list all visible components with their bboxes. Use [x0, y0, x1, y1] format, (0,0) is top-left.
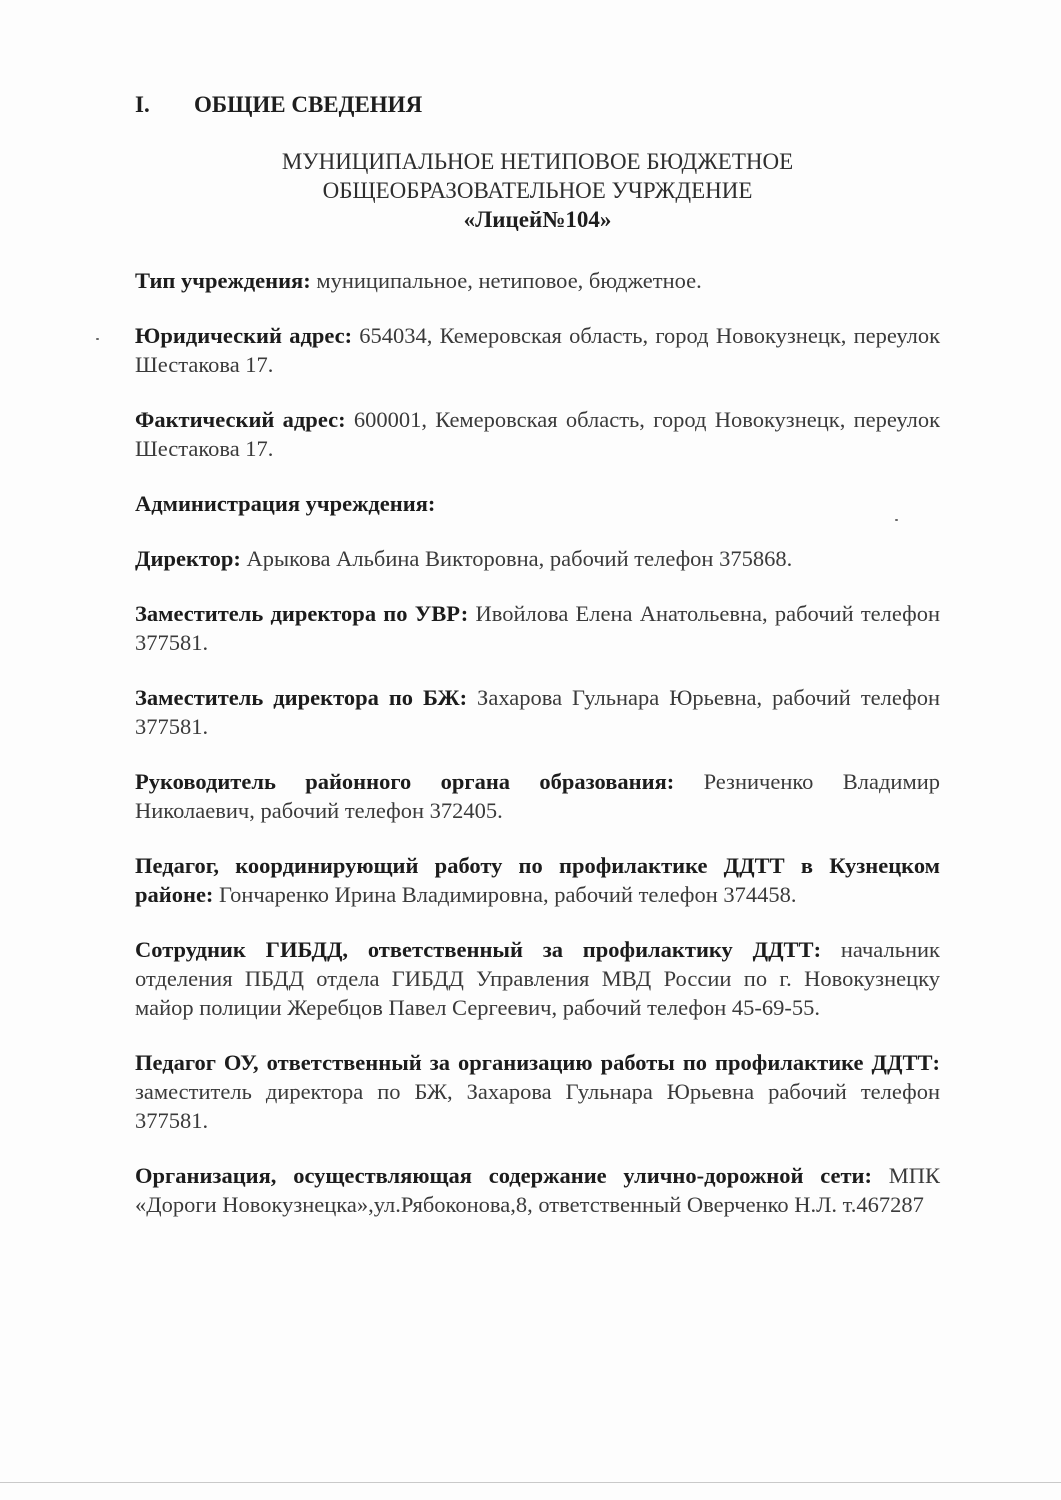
field-value: муниципальное, нетиповое, бюджетное.	[310, 268, 702, 293]
field-label: Фактический адрес:	[135, 407, 346, 432]
field-label: Сотрудник ГИБДД, ответственный за профилактику ДДТТ:	[135, 937, 822, 962]
field-label: Заместитель директора по БЖ:	[135, 685, 468, 710]
field-value: Арыкова Альбина Викторовна, рабочий телефон 375868.	[240, 546, 793, 571]
field-label: Директор:	[135, 546, 241, 571]
field-ddtt-coordinator	[135, 851, 940, 909]
field-value: 600001, Кемеровская область, город Новокузнецк, переулок Шестакова 17.	[135, 407, 940, 461]
field-label: Организация, осуществляющая содержание улично-дорожной сети:	[135, 1163, 872, 1188]
field-value: 654034, Кемеровская область, город Новокузнецк, переулок Шестакова 17.	[135, 323, 941, 377]
organization-line-2: ОБЩЕОБРАЗОВАТЕЛЬНОЕ УЧРЖДЕНИЕ	[322, 178, 753, 203]
field-gibdd-officer	[135, 935, 940, 1022]
field-administration	[135, 489, 940, 518]
field-label: Руководитель районного органа образования:	[135, 769, 675, 794]
field-label: Тип учреждения:	[135, 268, 311, 293]
field-road-maintenance-org	[135, 1161, 940, 1219]
scan-speck	[96, 338, 99, 340]
organization-line-1: МУНИЦИПАЛЬНОЕ НЕТИПОВОЕ БЮДЖЕТНОЕ	[281, 149, 794, 174]
field-director	[135, 544, 940, 573]
field-legal-address	[135, 321, 940, 379]
field-label: Педагог, координирующий работу по профилактике ДДТТ в Кузнецком районе:	[135, 853, 940, 907]
scan-speck	[895, 519, 898, 521]
scan-edge-line	[0, 1482, 1061, 1483]
field-value: МПК «Дороги Новокузнецка»,ул.Рябоконова,8, ответственный Оверченко Н.Л. т.467287	[135, 1163, 940, 1217]
info-fields	[135, 266, 940, 1245]
field-value: Резниченко Владимир Николаевич, рабочий телефон 372405.	[135, 769, 940, 823]
field-institution-type	[135, 266, 940, 295]
section-heading	[135, 92, 422, 118]
field-actual-address	[135, 405, 940, 463]
field-label: Администрация учреждения:	[135, 491, 436, 516]
field-label: Юридический адрес:	[135, 323, 353, 348]
field-value: начальник отделения ПБДД отдела ГИБДД Управления МВД России по г. Новокузнецку майор полиции Жеребцов Павел Сергеевич, рабочий телефон 45-69-55.	[135, 937, 940, 1020]
field-label: Педагог ОУ, ответственный за организацию работы по профилактике ДДТТ:	[135, 1050, 940, 1075]
field-deputy-bzh	[135, 683, 940, 741]
section-number: I.	[135, 92, 150, 117]
field-school-ddtt-responsible	[135, 1048, 940, 1135]
field-value: заместитель директора по БЖ, Захарова Гульнара Юрьевна рабочий телефон 377581.	[135, 1079, 940, 1133]
field-value: Гончаренко Ирина Владимировна, рабочий телефон 374458.	[213, 882, 797, 907]
field-deputy-uvr	[135, 599, 940, 657]
section-title: ОБЩИЕ СВЕДЕНИЯ	[194, 92, 423, 117]
field-value: Захарова Гульнара Юрьевна, рабочий телефон 377581.	[135, 685, 940, 739]
field-district-education-head	[135, 767, 940, 825]
organization-header	[135, 147, 940, 234]
field-value: Ивойлова Елена Анатольевна, рабочий телефон 377581.	[135, 601, 940, 655]
organization-name: «Лицей№104»	[463, 207, 612, 232]
field-label: Заместитель директора по УВР:	[135, 601, 469, 626]
